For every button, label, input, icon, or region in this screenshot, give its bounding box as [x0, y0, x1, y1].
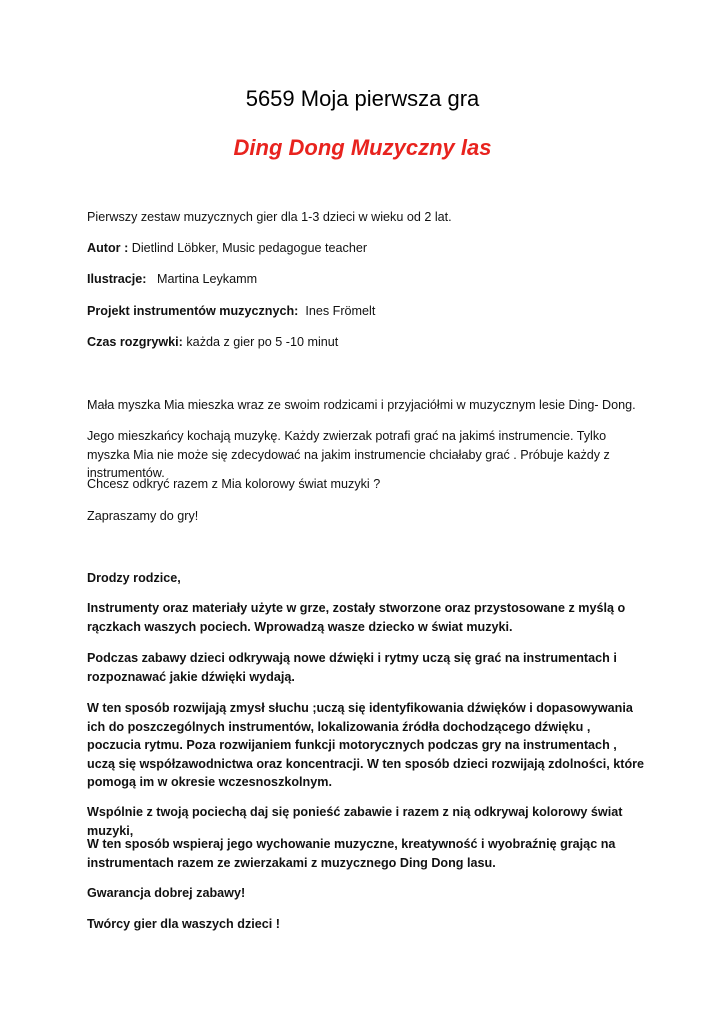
credit-value: Dietlind Löbker, Music pedagogue teacher	[128, 241, 368, 255]
credit-label: Autor :	[87, 241, 129, 255]
credit-label: Ilustracje:	[87, 272, 147, 286]
credit-label: Projekt instrumentów muzycznych:	[87, 304, 299, 318]
parents-paragraph: Instrumenty oraz materiały użyte w grze, zostały stworzone oraz przystosowane z myślą o rączkach waszych pociech. Wprowadzą wasze dziecko w świat muzyki.	[87, 601, 626, 634]
credit-label: Czas rozgrywki:	[87, 335, 183, 349]
story-paragraph: Mała myszka Mia mieszka wraz ze swoim rodzicami i przyjaciółmi w muzycznym lesie Ding- Dong.	[87, 398, 636, 412]
credit-illustrations	[87, 270, 647, 289]
credit-instruments	[87, 302, 647, 321]
page-title: 5659 Moja pierwsza gra	[245, 86, 480, 111]
parents-paragraph: W ten sposób wspieraj jego wychowanie muzyczne, kreatywność i wyobraźnię grając na instrumentach razem ze zwierzakami z muzycznego Ding Dong lasu.	[87, 837, 616, 870]
intro-text: Pierwszy zestaw muzycznych gier dla 1-3 dzieci w wieku od 2 lat.	[87, 210, 452, 224]
story-paragraph: Zapraszamy do gry!	[87, 509, 199, 523]
page-subtitle: Ding Dong Muzyczny las	[233, 135, 492, 160]
parents-paragraph: Podczas zabawy dzieci odkrywają nowe dźwięki i rytmy uczą się grać na instrumentach i rozpoznawać jakie dźwięki wydają.	[87, 651, 617, 684]
parents-paragraph: W ten sposób rozwijają zmysł słuchu ;uczą się identyfikowania dźwięków i dopasowywania ich do poszczególnych instrumentów, lokalizowania źródła dochodzącego dźwięku , poczucia rytmu. Poza rozwijaniem funkcji motorycznych podczas gry na instrumentach , uczą się współzawodnictwa oraz koncentracji. W ten sposób dzieci rozwijają zdolności, które pomogą im w okresie wczesnoszkolnym.	[87, 701, 645, 789]
credit-value: Martina Leykamm	[146, 272, 258, 286]
parents-greeting: Drodzy rodzice,	[87, 571, 181, 585]
story-paragraph: Jego mieszkańcy kochają muzykę. Każdy zwierzak potrafi grać na jakimś instrumencie. Tylko myszka Mia nie może się zdecydować na jakim instrumencie chciałaby grać . Próbuje każdy z instrumentów.	[87, 429, 610, 480]
parents-signature: Twórcy gier dla waszych dzieci !	[87, 917, 280, 931]
parents-closing: Gwarancja dobrej zabawy!	[87, 886, 246, 900]
credit-value: każda z gier po 5 -10 minut	[182, 335, 339, 349]
credit-value: Ines Frömelt	[298, 304, 376, 318]
story-paragraph: Chcesz odkryć razem z Mia kolorowy świat muzyki ?	[87, 477, 381, 491]
credit-playtime	[87, 333, 647, 352]
credit-author	[87, 239, 647, 258]
parents-paragraph: Wspólnie z twoją pociechą daj się ponieść zabawie i razem z nią odkrywaj kolorowy świat muzyki,	[87, 805, 623, 838]
